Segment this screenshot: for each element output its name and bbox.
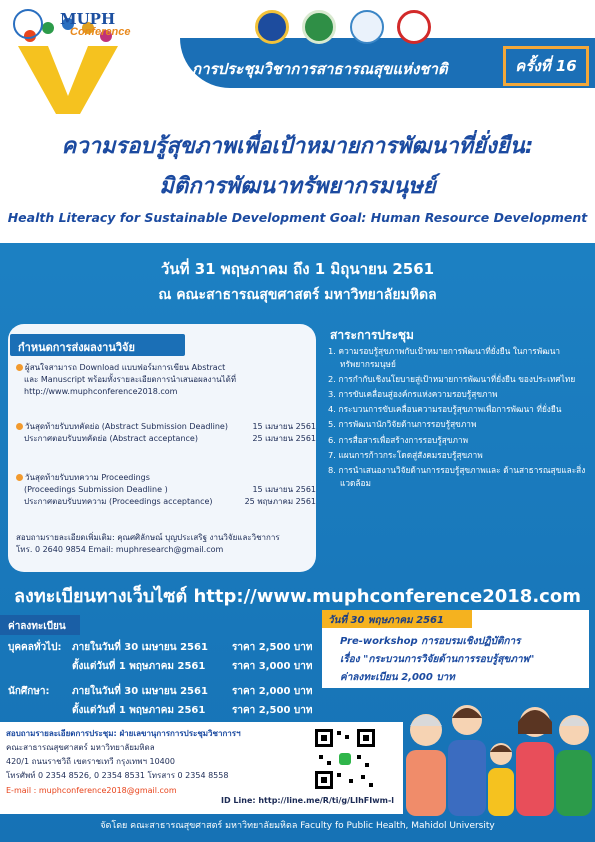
health-logo-icon — [397, 10, 431, 44]
list-item: 2. การกำกับเชิงนโยบายสู่เป้าหมายการพัฒนาที่ยั่งยืน ของประเทศไทย — [328, 373, 576, 384]
contact-line4: โทรศัพท์ 0 2354 8526, 0 2354 8531 โทรสาร 0 2354 8558 — [6, 771, 229, 780]
event-date: วันที่ 31 พฤษภาคม ถึง 1 มิถุนายน 2561 — [160, 260, 435, 278]
title-english: Health Literacy for Sustainable Development Goal: Human Resource Development — [7, 210, 588, 225]
list-item: 7. แผนการก้าวกระโดดสู่สังคมรอบรู้สุขภาพ — [328, 449, 483, 460]
register-link[interactable]: ลงทะเบียนทางเว็บไซต์ http://www.muphconference2018.com — [14, 586, 581, 607]
contact-line2: คณะสาธารณสุขศาสตร์ มหาวิทยาลัยมหิดล — [6, 743, 155, 752]
qr-code-icon — [312, 726, 378, 792]
submission-contact: สอบถามรายละเอียดเพิ่มเติม: คุณศศิลักษณ์ บุญประเสริฐ งานวิจัยและวิชาการ โทร. 0 2640 9854 Email: muphresearch@gmail.com — [16, 533, 280, 554]
workshop-line3: ค่าลงทะเบียน 2,000 บาท — [340, 672, 455, 683]
contact-line-id[interactable]: ID Line: http://line.me/R/ti/g/LIhFIwm-l — [221, 796, 395, 805]
logo-title: MUPH — [60, 10, 116, 28]
mahidol-seal-icon — [255, 10, 289, 44]
edition-badge: ครั้งที่ 16 — [503, 46, 589, 86]
list-item: 3. การขับเคลื่อนสู่องค์กรแห่งความรอบรู้สุขภาพ — [328, 388, 498, 399]
fees-heading: ค่าลงทะเบียน — [0, 615, 80, 635]
fee-general-label: บุคคลทั่วไป: — [8, 642, 62, 653]
contact-email[interactable]: E-mail : muphconference2018@gmail.com — [6, 786, 177, 795]
fee-general-before: ภายในวันที่ 30 เมษายน 2561 — [72, 642, 208, 653]
conference-name: การประชุมวิชาการสาธารณสุขแห่งชาติ — [192, 60, 448, 78]
title-thai-line2: มิติการพัฒนาทรัพยากรมนุษย์ — [159, 174, 436, 199]
contact-line1: สอบถามรายละเอียดการประชุม: ฝ่ายเลขานุการการประชุมวิชาการฯ — [6, 729, 241, 738]
title-thai-line1: ความรอบรู้สุขภาพเพื่อเป้าหมายการพัฒนาที่ยั่งยืน: — [61, 134, 534, 159]
topics-heading: สาระการประชุม — [330, 328, 414, 342]
topics-list — [326, 345, 588, 492]
fee-student-before-price: ราคา 2,000 บาท — [232, 686, 313, 697]
fee-general-before-price: ราคา 2,500 บาท — [232, 642, 313, 653]
fee-student-before: ภายในวันที่ 30 เมษายน 2561 — [72, 686, 208, 697]
bullet-icon — [16, 423, 23, 430]
workshop-date: วันที่ 30 พฤษภาคม 2561 — [322, 610, 472, 628]
bullet-icon — [16, 364, 23, 371]
fee-student-label: นักศึกษา: — [8, 686, 50, 697]
submission-intro: ผู้สนใจสามารถ Download แบบฟอร์มการเขียน Abstract และ Manuscript พร้อมทั้งรายละเอียดการนำเสนอผลงานได้ที่ http://www.muphconference2018.com — [16, 362, 236, 398]
list-item: 4. กระบวนการขับเคลื่อนความรอบรู้สุขภาพเพื่อการพัฒนา ที่ยั่งยืน — [328, 404, 562, 415]
fee-student-after-price: ราคา 2,500 บาท — [232, 705, 313, 716]
submission-url[interactable]: http://www.muphconference2018.com — [24, 387, 178, 396]
partner-logo-icon — [350, 10, 384, 44]
footer: จัดโดย คณะสาธารณสุขศาสตร์ มหาวิทยาลัยมหิดล Faculty fo Public Health, Mahidol University — [100, 821, 495, 831]
workshop-line1: Pre-workshop การอบรมเชิงปฏิบัติการ — [340, 636, 521, 647]
proceedings-dates: วันสุดท้ายรับบทความ Proceedings (Proceedings Submission Deadline ) 15 เมษายน 2561 ประกาศตอบรับบทความ (Proceedings acceptance) 25 พฤษภาคม 2561 — [16, 472, 316, 508]
fee-general-after: ตั้งแต่วันที่ 1 พฤษภาคม 2561 — [72, 661, 206, 672]
abstract-dates: วันสุดท้ายรับบทคัดย่อ (Abstract Submission Deadline) 15 เมษายน 2561 ประกาศตอบรับบทคัดย่อ (Abstract acceptance) 25 เมษายน 2561 — [16, 421, 316, 445]
bullet-icon — [16, 474, 23, 481]
list-item: 5. การพัฒนานักวิจัยด้านการรอบรู้สุขภาพ — [328, 419, 477, 430]
family-illustration-icon — [402, 690, 595, 816]
fee-general-after-price: ราคา 3,000 บาท — [232, 661, 313, 672]
event-venue: ณ คณะสาธารณสุขศาสตร์ มหาวิทยาลัยมหิดล — [158, 287, 437, 303]
ministry-seal-icon — [302, 10, 336, 44]
list-item: 6. การสื่อสารเพื่อสร้างการรอบรู้สุขภาพ — [328, 434, 469, 445]
fee-student-after: ตั้งแต่วันที่ 1 พฤษภาคม 2561 — [72, 705, 206, 716]
list-item: 1. ความรอบรู้สุขภาพกับเป้าหมายการพัฒนาที่ยั่งยืน ในการพัฒนาทรัพยากรมนุษย์ — [328, 346, 561, 369]
contact-line3: 420/1 ถนนราชวิถี เขตราชเทวี กรุงเทพฯ 10400 — [6, 757, 175, 766]
logo-subtitle: Conference — [70, 26, 131, 38]
list-item: 8. การนำเสนองานวิจัยด้านการรอบรู้สุขภาพและ ด้านสาธารณสุขและสิ่งแวดล้อม — [328, 464, 586, 488]
workshop-line2: เรื่อง "กระบวนการวิจัยด้านการรอบรู้สุขภาพ" — [340, 654, 535, 665]
submission-heading: กำหนดการส่งผลงานวิจัย — [10, 334, 185, 356]
